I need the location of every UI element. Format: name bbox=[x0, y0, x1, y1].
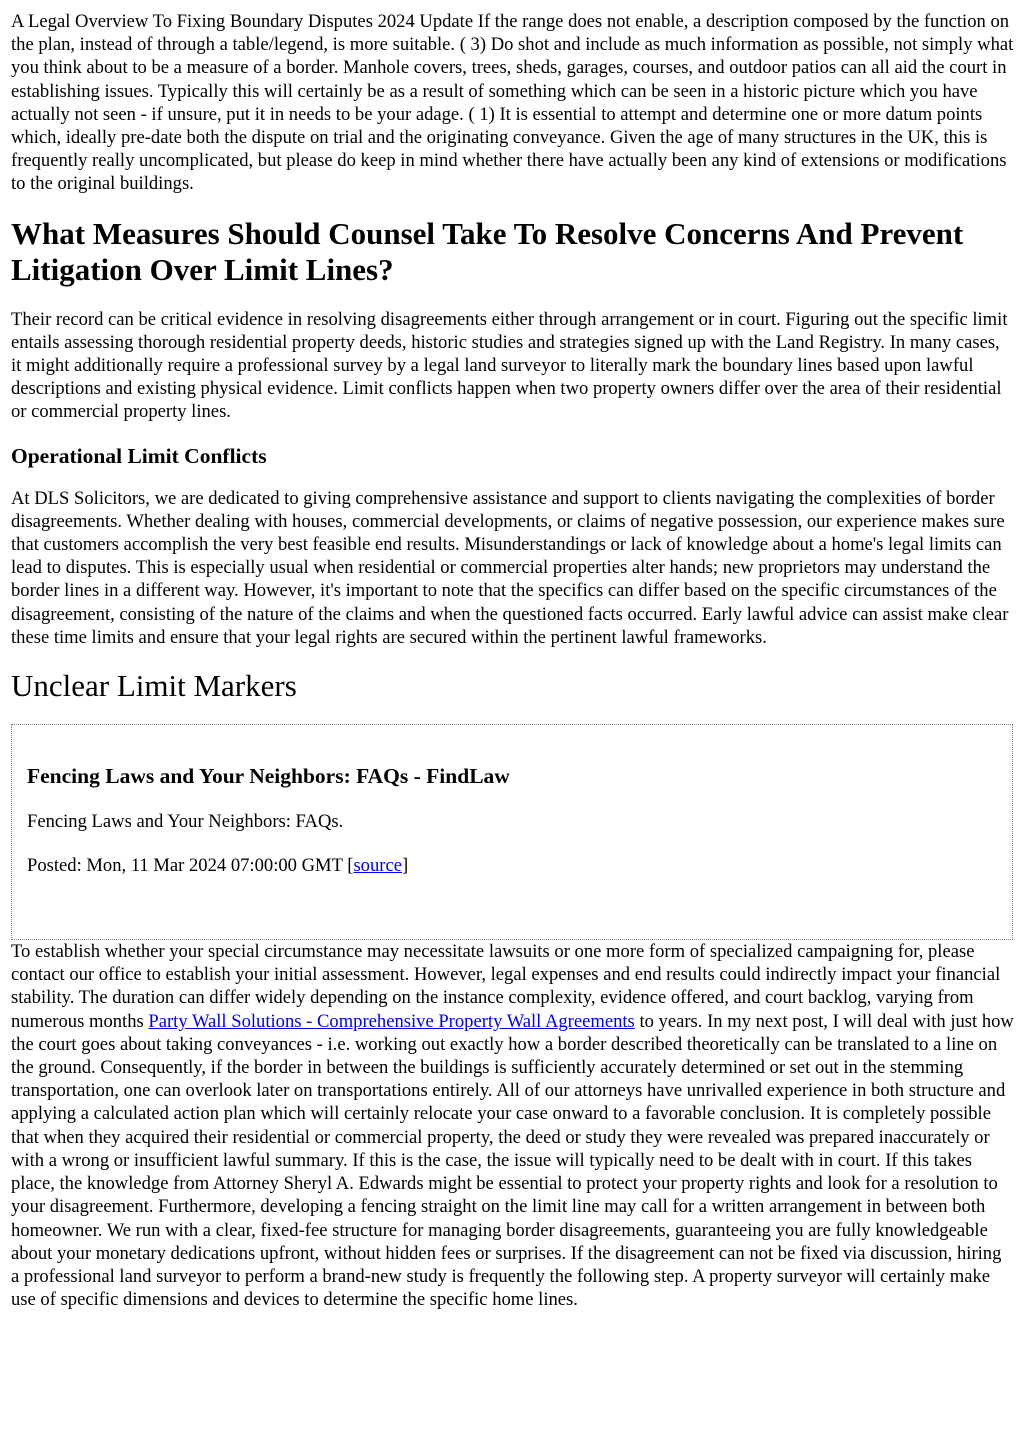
closing-text-before-link: To establish whether your special circumstance may necessitate lawsuits or one more form of specialized campaigning for, please contact our office to establish your initial assessment. However, legal expenses and end results could indirectly impact your financial stability. The duration can differ widely depending on the instance complexity, evidence offered, and court backlog, varying from numerous months bbox=[11, 941, 1001, 1032]
news-card-summary: Fencing Laws and Your Neighbors: FAQs. bbox=[27, 811, 344, 833]
source-link[interactable]: source bbox=[353, 855, 402, 877]
closing-text-after-link: to years. In my next post, I will deal with just how the court goes about taking conveyances - i.e. working out exactly how a border described theoretically can be translated to a line on the ground. Consequently, if the border in between the buildings is sufficiently accurately determined or set out in the stemming transportation, one can overlook later on transportations entirely. All of our attorneys have unrivalled experience in both structure and applying a calculated action plan which will certainly relocate your case onward to a favorable conclusion. It is completely possible that when they acquired their residential or commercial property, the deed or study they were revealed was prepared inaccurately or with a wrong or insufficient lawful summary. If this is the case, the issue will typically need to be dealt with in court. If this takes place, the knowledge from Attorney Sheryl A. Edwards might be essential to protect your property rights and look for a resolution to your disagreement. Furthermore, developing a fencing straight on the limit line may call for a written arrangement in between both homeowner. We run with a clear, fixed-fee structure for managing border disagreements, guaranteeing you are fully knowledgeable about your monetary dedications upfront, without hidden fees or surprises. If the disagreement can not be fixed via discussion, hiring a professional land surveyor to perform a brand-new study is frequently the following step. A property surveyor will certainly make use of specific dimensions and devices to determine the specific home lines. bbox=[11, 1010, 1014, 1311]
posted-date-text: Posted: Mon, 11 Mar 2024 07:00:00 GMT [ bbox=[27, 855, 354, 877]
section-heading-measures: What Measures Should Counsel Take To Resolve Concerns And Prevent Litigation Over Limit Lines? bbox=[11, 215, 964, 287]
news-card bbox=[11, 724, 1013, 940]
news-card-title: Fencing Laws and Your Neighbors: FAQs - FindLaw bbox=[27, 764, 510, 789]
section-heading-operational: Operational Limit Conflicts bbox=[11, 443, 267, 468]
section-body-measures: Their record can be critical evidence in resolving disagreements either through arrangement or in court. Figuring out the specific limit entails assessing thorough residential property deeds, historic studies and strategies signed up with the Land Registry. In many cases, it might additionally require a professional survey by a legal land surveyor to literally mark the boundary lines based upon lawful descriptions and existing physical evidence. Limit conflicts happen when two property owners differ over the area of their residential or commercial property lines. bbox=[11, 308, 1008, 423]
intro-paragraph: A Legal Overview To Fixing Boundary Disputes 2024 Update If the range does not enable, a description composed by the function on the plan, instead of through a table/legend, is more suitable. ( 3) Do shot and include as much information as possible, not simply what you think about to be a measure of a border. Manhole covers, trees, sheds, garages, courses, and outdoor patios can all aid the court in establishing issues. Typically this will certainly be as a result of something which can be seen in a historic picture which you have actually not seen - if unsure, put it in needs to be your adage. ( 1) It is essential to attempt and determine one or more datum points which, ideally pre-date both the dispute on trial and the originating conveyance. Given the age of many structures in the UK, this is frequently really uncomplicated, but please do keep in mind whether there have actually been any kind of extensions or modifications to the original buildings. bbox=[11, 11, 1014, 195]
section-heading-unclear-markers: Unclear Limit Markers bbox=[11, 668, 297, 704]
news-card-posted bbox=[27, 854, 997, 877]
posted-bracket-close: ] bbox=[401, 855, 409, 877]
closing-paragraph bbox=[11, 940, 1014, 1311]
section-body-operational: At DLS Solicitors, we are dedicated to giving comprehensive assistance and support to clients navigating the complexities of border disagreements. Whether dealing with houses, commercial developments, or claims of negative possession, our experience makes sure that customers accomplish the very best feasible end results. Misunderstandings or lack of knowledge about a home's legal limits can lead to disputes. This is especially usual when residential or commercial properties alter hands; new proprietors may understand the border lines in a different way. However, it's important to note that the specifics can differ based on the specific circumstances of the disagreement, consisting of the nature of the claims and when the questioned facts occurred. Early lawful advice can assist make clear these time limits and ensure that your legal rights are secured within the pertinent lawful frameworks. bbox=[11, 487, 1009, 648]
party-wall-link[interactable]: Party Wall Solutions - Comprehensive Property Wall Agreements bbox=[148, 1010, 635, 1032]
